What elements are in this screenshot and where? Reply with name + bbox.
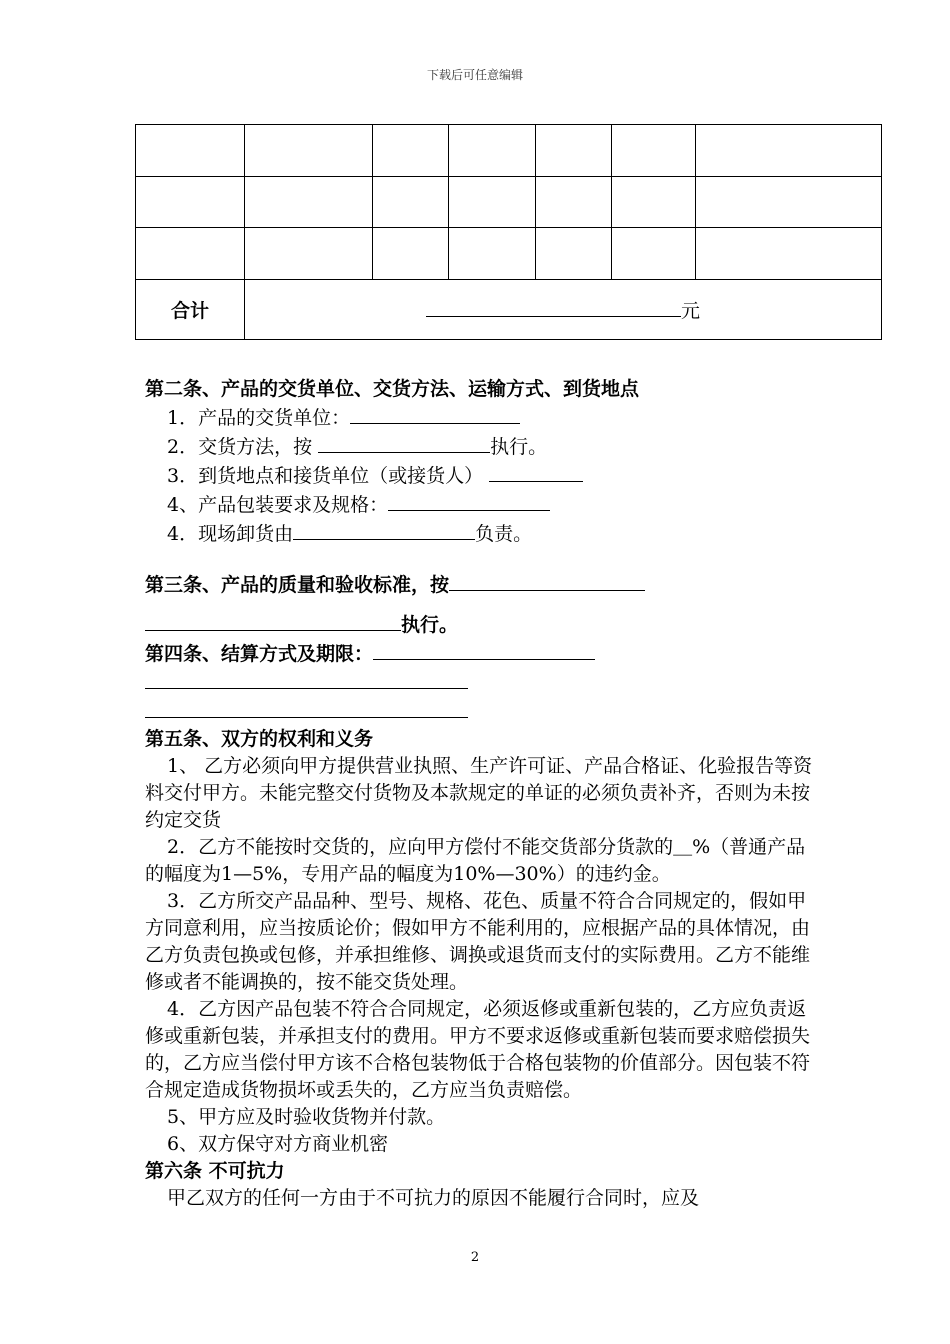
article4-title [145, 639, 815, 668]
consignee-blank [489, 461, 583, 482]
table-cell [696, 177, 882, 228]
table-cell [136, 228, 245, 280]
article6-title: 第六条 不可抗力 [145, 1160, 285, 1182]
quality-standard-blank [449, 570, 645, 591]
article5-p3: 3．乙方所交产品品种、型号、规格、花色、质量不符合合同规定的，假如甲方同意利用，应当按质论价；假如甲方不能利用的，应根据产品的具体情况，由乙方负责包换或包修，并承担维修、调换或退货而支付的实际费用。乙方不能维修或者不能调换的，按不能交货处理。 [145, 890, 811, 993]
page-number: 2 [470, 1250, 480, 1265]
article3-tail-line [145, 610, 815, 639]
article4-line1 [145, 668, 815, 697]
article2-item1 [145, 403, 815, 432]
table-cell [612, 125, 696, 177]
table-cell [245, 125, 373, 177]
table-cell [612, 177, 696, 228]
item4-text: 4、产品包装要求及规格： [167, 494, 389, 516]
table-total-row [136, 280, 882, 340]
article3-title [145, 570, 815, 599]
article2-item2 [145, 432, 815, 461]
article5-p1: 1、 乙方必须向甲方提供营业执照、生产许可证、产品合格证、化验报告等资料交付甲方。未能完整交付货物及本款规定的单证的必须负责补齐，否则为未按约定交货 [145, 755, 813, 831]
table-cell [136, 177, 245, 228]
table-cell [536, 125, 612, 177]
delivery-method-blank [318, 432, 490, 453]
table-cell [373, 177, 449, 228]
article5-p5: 5、甲方应及时验收货物并付款。 [167, 1106, 446, 1128]
table-cell [449, 228, 536, 280]
table-cell [696, 125, 882, 177]
total-amount-blank [426, 296, 681, 317]
article3-text: 第三条、产品的质量和验收标准，按 [145, 574, 450, 596]
article5-p6: 6、双方保守对方商业机密 [167, 1133, 389, 1155]
table-cell [536, 177, 612, 228]
total-label: 合计 [136, 280, 245, 340]
table-row [136, 228, 882, 280]
delivery-unit-blank [350, 403, 520, 424]
table-cell [136, 125, 245, 177]
page-header: 下载后可任意编辑 [426, 68, 523, 82]
contract-body [145, 376, 815, 1212]
article2-item5 [145, 519, 815, 548]
table-cell [373, 125, 449, 177]
table-cell [449, 125, 536, 177]
article4-line2 [145, 697, 815, 726]
article5-p2: 2．乙方不能按时交货的，应向甲方偿付不能交货部分货款的＿%（普通产品的幅度为1—5%，专用产品的幅度为10%—30%）的违约金。 [145, 836, 806, 885]
table-cell [449, 177, 536, 228]
table-row [136, 177, 882, 228]
item2-text-a: 2．交货方法，按 [167, 436, 313, 458]
table-cell [696, 228, 882, 280]
article4-text: 第四条、结算方式及期限： [145, 643, 374, 665]
article2-title: 第二条、产品的交货单位、交货方法、运输方式、到货地点 [145, 378, 640, 400]
article5-p4: 4．乙方因产品包装不符合合同规定，必须返修或重新包装的，乙方应负责返修或重新包装，并承担支付的费用。甲方不要求返修或重新包装而要求赔偿损失的，乙方应当偿付甲方该不合格包装物低于合格包装物的价值部分。因包装不符合规定造成货物损坏或丢失的，乙方应当负责赔偿。 [145, 998, 811, 1101]
settlement-blank [373, 639, 595, 660]
table-cell [245, 228, 373, 280]
total-amount-cell [245, 280, 882, 340]
unloading-blank [293, 519, 475, 540]
item5-text-b: 负责。 [475, 523, 533, 545]
article3-tail: 执行。 [401, 614, 459, 636]
item3-text: 3．到货地点和接货单位（或接货人） [167, 465, 484, 487]
table-cell [245, 177, 373, 228]
table-cell [612, 228, 696, 280]
item2-text-b: 执行。 [490, 436, 548, 458]
item5-text-a: 4．现场卸货由 [167, 523, 294, 545]
settlement-blank-3 [145, 697, 468, 718]
table-row [136, 125, 882, 177]
item1-text: 1．产品的交货单位： [167, 407, 351, 429]
article6-p1: 甲乙双方的任何一方由于不可抗力的原因不能履行合同时，应及 [167, 1187, 700, 1209]
article2-item3 [145, 461, 815, 490]
table-cell [373, 228, 449, 280]
total-unit: 元 [680, 300, 700, 322]
table-cell [536, 228, 612, 280]
article5-title: 第五条、双方的权利和义务 [145, 728, 374, 750]
packaging-blank [388, 490, 550, 511]
settlement-blank-2 [145, 668, 468, 689]
article2-item4 [145, 490, 815, 519]
quality-standard-blank-2 [145, 610, 401, 631]
goods-table [135, 124, 882, 340]
